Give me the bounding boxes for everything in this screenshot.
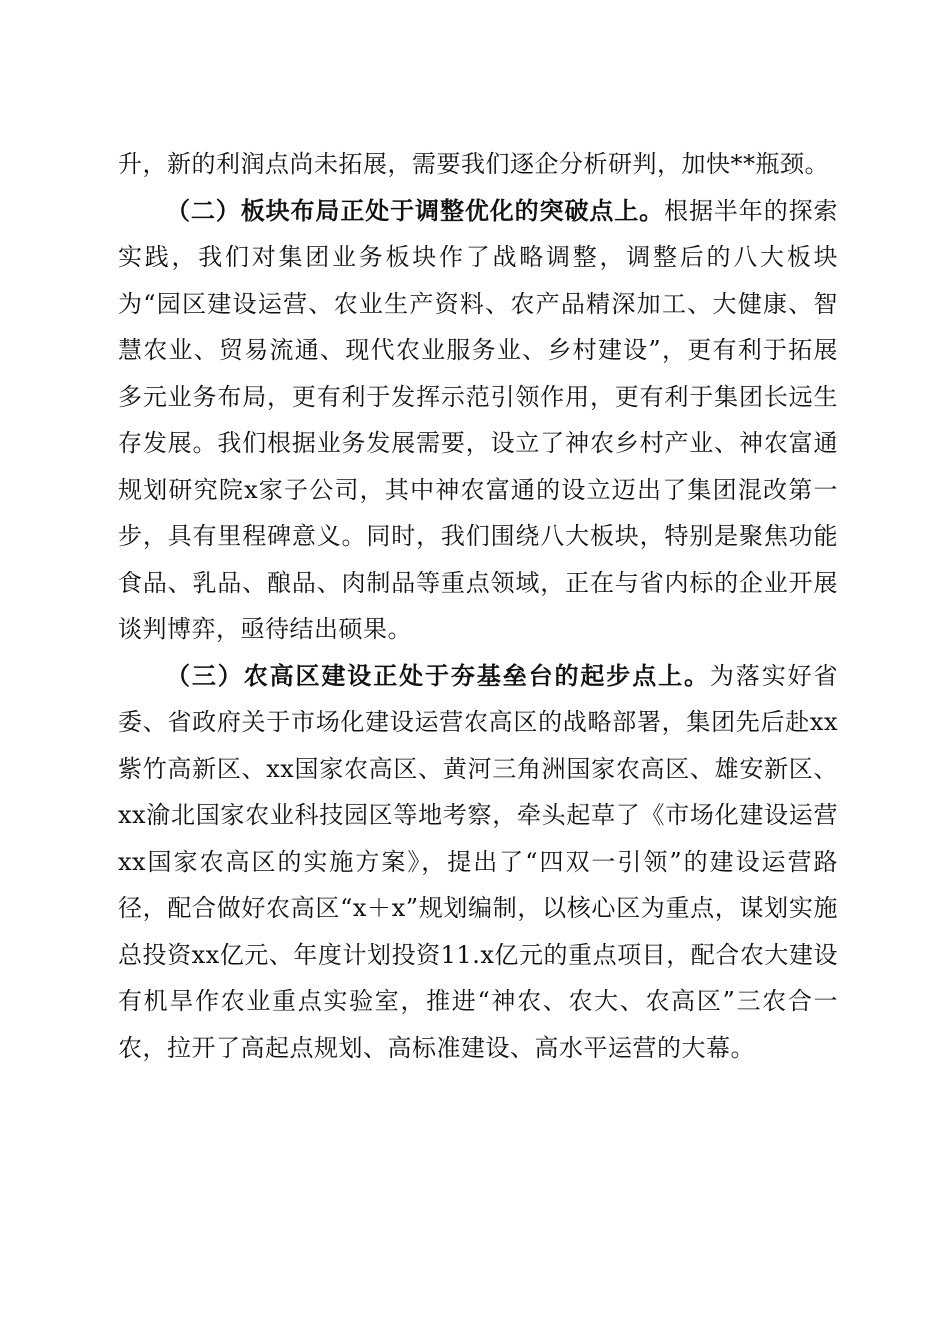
paragraph-body: 升，新的利润点尚未拓展，需要我们逐企分析研判，加快**瓶颈。 [118, 150, 829, 178]
document-body [118, 141, 838, 1071]
paragraph-section-2 [118, 188, 838, 653]
section-heading: （三）农高区建设正处于夯基垒台的起步点上。 [166, 660, 710, 690]
section-heading: （二）板块布局正处于调整优化的突破点上。 [166, 195, 665, 225]
paragraph-body: 根据半年的探索实践，我们对集团业务板块作了战略调整，调整后的八大板块为“园区建设运营、农业生产资料、农产品精深加工、大健康、智慧农业、贸易流通、现代农业服务业、乡村建设”，更有利于拓展多元业务布局，更有利于发挥示范引领作用，更有利于集团长远生存发展。我们根据业务发展需要，设立了神农乡村产业、神农富通规划研究院x家子公司，其中神农富通的设立迈出了集团混改第一步，具有里程碑意义。同时，我们围绕八大板块，特别是聚焦功能食品、乳品、酿品、肉制品等重点领域，正在与省内标的企业开展谈判博弈，亟待结出硕果。 [118, 196, 839, 643]
paragraph-body: 为落实好省委、省政府关于市场化建设运营农高区的战略部署，集团先后赴xx紫竹高新区、xx国家农高区、黄河三角洲国家农高区、雄安新区、xx渝北国家农业科技园区等地考察，牵头起草了《市场化建设运营xx国家农高区的实施方案》，提出了“四双一引领”的建设运营路径，配合做好农高区“x＋x”规划编制，以核心区为重点，谋划实施总投资xx亿元、年度计划投资11.x亿元的重点项目，配合农大建设有机旱作农业重点实验室，推进“神农、农大、农高区”三农合一农，拉开了高起点规划、高标准建设、高水平运营的大幕。 [118, 661, 839, 1062]
paragraph-section-3 [118, 653, 838, 1072]
paragraph-continuation [118, 141, 838, 188]
